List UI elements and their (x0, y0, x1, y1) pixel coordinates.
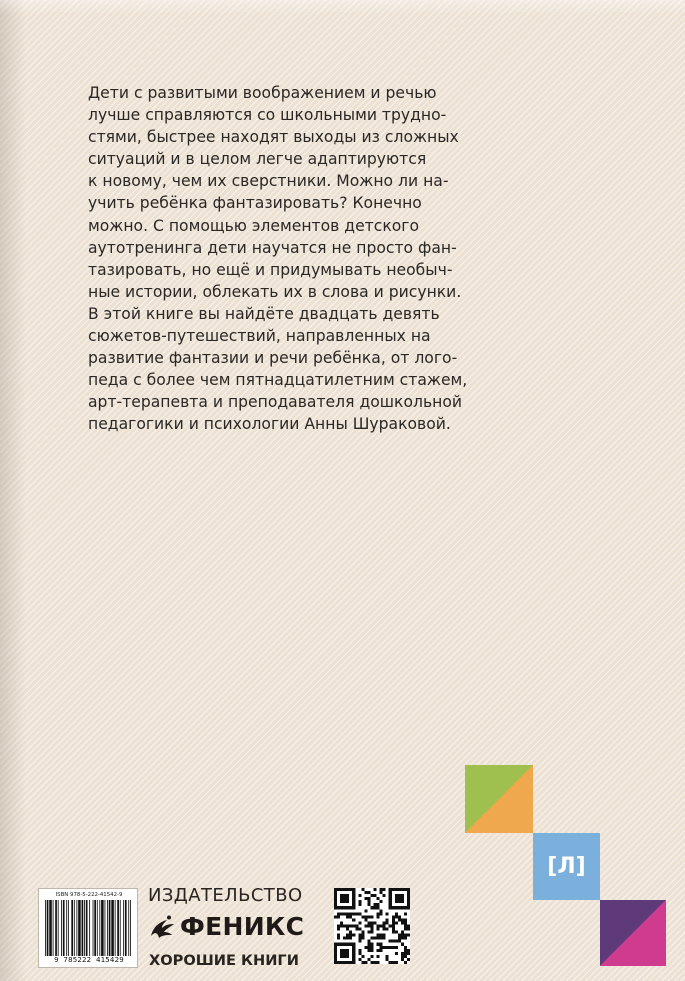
description-line: ситуаций и в целом легче адаптируются (88, 150, 427, 169)
book-description (88, 82, 468, 436)
age-rating-label: [Л] (547, 854, 586, 879)
isbn-barcode (38, 888, 138, 968)
publisher-logo (148, 912, 304, 941)
description-line: педагогики и психологии Анны Шураковой. (88, 415, 451, 434)
description-line: аутотренинга дети научатся не просто фан- (88, 238, 457, 257)
barcode-icon (45, 900, 133, 956)
description-line: ные истории, облекать их в слова и рисунки. (88, 282, 462, 301)
decor-square-purple-magenta (600, 900, 666, 966)
description-line: Дети с развитыми воображением и речью (88, 84, 437, 102)
description-line: педа с более чем пятнадцатилетним стажем, (88, 371, 468, 390)
description-line: к новому, чем их сверстники. Можно ли на- (88, 172, 449, 191)
description-line: стями, быстрее находят выходы из сложных (88, 128, 459, 147)
publisher-slogan: ХОРОШИЕ КНИГИ (149, 952, 299, 969)
qr-code-icon (334, 888, 410, 964)
barcode-digits: 9 785222 415429 (54, 955, 124, 964)
description-line: сюжетов-путешествий, направленных на (88, 327, 431, 346)
description-line: В этой книге вы найдёте двадцать девять (88, 304, 440, 323)
page-top-highlight (0, 0, 685, 14)
publisher-name: ФЕНИКС (180, 912, 305, 941)
description-line: развитие фантазии и речи ребёнка, от лого- (88, 349, 458, 368)
description-line: тазировать, но ещё и придумывать необыч- (88, 260, 453, 279)
page-edge-shadow (0, 0, 26, 981)
phoenix-bird-icon (148, 913, 176, 941)
description-line: учить ребёнка фантазировать? Конечно (88, 194, 422, 213)
description-line: лучше справляются со школьными трудно- (88, 106, 447, 125)
description-line: можно. С помощью элементов детского (88, 216, 420, 235)
description-line: арт-терапевта и преподавателя дошкольной (88, 393, 463, 412)
publisher-top-line: ИЗДАТЕЛЬСТВО (148, 885, 303, 906)
isbn-label: ISBN 978-5-222-41542-9 (55, 892, 123, 898)
age-rating-badge (533, 833, 600, 900)
decor-square-green-orange (465, 765, 533, 833)
